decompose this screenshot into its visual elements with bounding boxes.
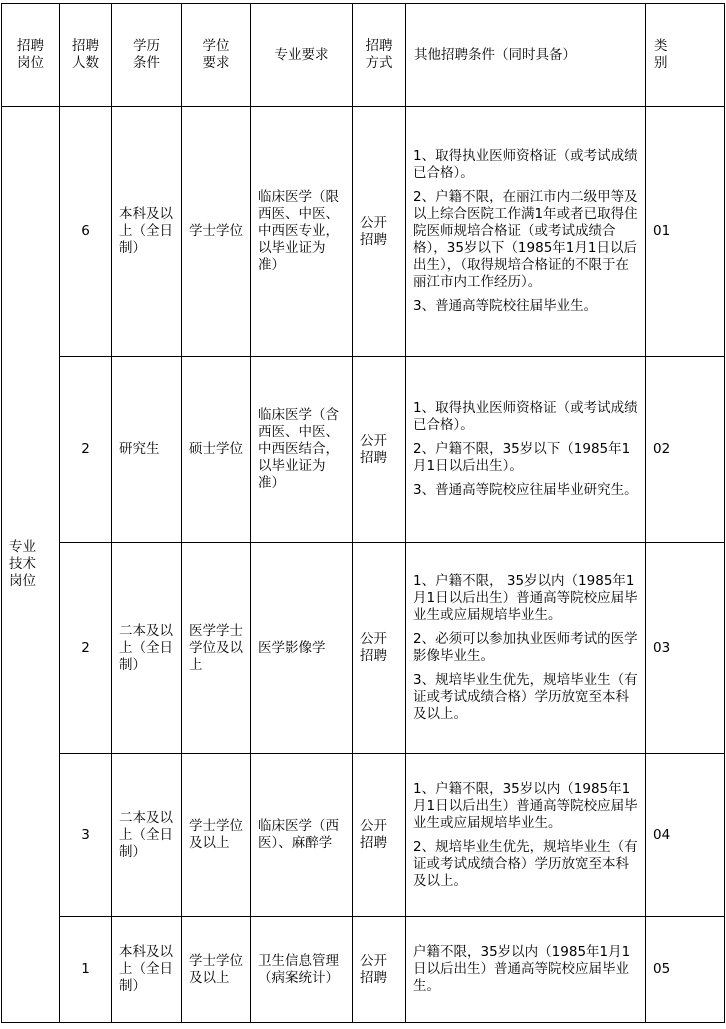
category-cell: 01 — [646, 107, 725, 357]
major-cell: 医学影像学 — [251, 543, 353, 754]
method-cell: 公开招聘 — [353, 917, 406, 1023]
degree-cell: 学士学位及以上 — [182, 917, 251, 1023]
count-cell: 2 — [60, 357, 112, 543]
header-method: 招聘 方式 — [353, 4, 406, 107]
major-cell: 卫生信息管理（病案统计） — [251, 917, 353, 1023]
condition-item: 3、规培毕业生优先，规培毕业生（有证或考试成绩合格）学历放宽至本科及以上。 — [413, 672, 638, 722]
category-cell: 03 — [646, 543, 725, 754]
table-row — [2, 917, 725, 1023]
method-cell: 公开招聘 — [353, 543, 406, 754]
condition-item: 2、规培毕业生优先，规培毕业生（有证或考试成绩合格）学历放宽至本科及以上。 — [413, 838, 638, 889]
table-row — [2, 543, 725, 754]
table-row — [2, 754, 725, 917]
conditions-cell — [406, 357, 646, 543]
condition-item: 1、取得执业医师资格证（或考试成绩已合格）。 — [413, 148, 638, 181]
condition-item: 3、普通高等院校往届毕业生。 — [413, 298, 598, 314]
degree-cell: 医学学士学位及以上 — [182, 543, 251, 754]
table-row — [2, 107, 725, 357]
recruitment-table — [1, 3, 725, 1023]
conditions-cell — [406, 107, 646, 357]
header-count: 招聘 人数 — [60, 4, 112, 107]
method-cell: 公开招聘 — [353, 107, 406, 357]
category-cell: 05 — [646, 917, 725, 1023]
condition-item: 1、户籍不限，35岁以内（1985年1月1日以后出生）普通高等院校应届毕业生或应届规培毕业生。 — [413, 780, 638, 831]
header-category: 类 别 — [646, 4, 725, 107]
header-degree: 学位 要求 — [182, 4, 251, 107]
header-education: 学历 条件 — [112, 4, 182, 107]
education-cell: 本科及以上（全日制） — [112, 917, 182, 1023]
condition-item: 1、户籍不限， 35岁以内（1985年1月1日以后出生）普通高等院校应届毕业生或应届规培毕业生。 — [413, 573, 638, 623]
condition-item: 3、普通高等院校应往届毕业研究生。 — [413, 482, 638, 498]
count-cell: 2 — [60, 543, 112, 754]
degree-cell: 学士学位及以上 — [182, 754, 251, 917]
conditions-cell — [406, 917, 646, 1023]
method-cell: 公开招聘 — [353, 357, 406, 543]
major-cell: 临床医学（西医）、麻醉学 — [251, 754, 353, 917]
condition-item: 户籍不限，35岁以内（1985年1月1日以后出生）普通高等院校应届毕业生。 — [413, 944, 631, 994]
header-major: 专业要求 — [251, 4, 353, 107]
category-cell: 02 — [646, 357, 725, 543]
table-row — [2, 357, 725, 543]
major-cell: 临床医学（含西医、中医、中西医结合，以毕业证为准） — [251, 357, 353, 543]
condition-item: 2、户籍不限，在丽江市内二级甲等及以上综合医院工作满1年或者已取得住院医师规培合格证（或考试成绩合格），35岁以下（1985年1月1日以后出生），（取得规培合格证的不限于在丽江市内工作经历）。 — [413, 189, 638, 290]
conditions-cell — [406, 754, 646, 917]
degree-cell: 硕士学位 — [182, 357, 251, 543]
conditions-cell — [406, 543, 646, 754]
method-cell: 公开招聘 — [353, 754, 406, 917]
count-cell: 6 — [60, 107, 112, 357]
condition-item: 2、户籍不限，35岁以下（1985年1月1日以后出生）。 — [413, 441, 631, 474]
education-cell: 研究生 — [112, 357, 182, 543]
education-cell: 二本及以上（全日制） — [112, 754, 182, 917]
condition-item: 1、取得执业医师资格证（或考试成绩已合格）。 — [413, 400, 638, 433]
degree-cell: 学士学位 — [182, 107, 251, 357]
header-other-conditions: 其他招聘条件（同时具备） — [406, 4, 646, 107]
education-cell: 二本及以上（全日制） — [112, 543, 182, 754]
position-cell: 专业 技术 岗位 — [2, 107, 60, 1023]
count-cell: 1 — [60, 917, 112, 1023]
condition-item: 2、必须可以参加执业医师考试的医学影像毕业生。 — [413, 631, 638, 664]
education-cell: 本科及以上（全日制） — [112, 107, 182, 357]
count-cell: 3 — [60, 754, 112, 917]
header-row — [2, 4, 725, 107]
header-position: 招聘 岗位 — [2, 4, 60, 107]
major-cell: 临床医学（限西医、中医、中西医专业，以毕业证为准） — [251, 107, 353, 357]
category-cell: 04 — [646, 754, 725, 917]
